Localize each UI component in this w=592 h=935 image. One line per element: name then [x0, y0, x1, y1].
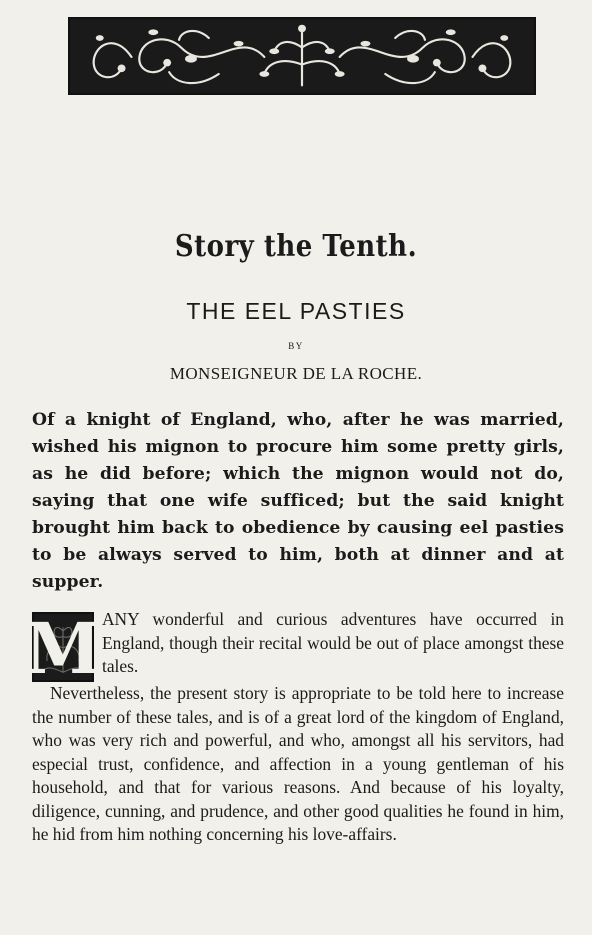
- drop-cap-letter: M: [24, 607, 102, 690]
- drop-cap: [24, 607, 102, 690]
- paragraph-1-text: ANY wonderful and curious adventures have occurred in England, though their recital would be out of place amongst these tales.: [102, 609, 564, 676]
- story-body: [24, 607, 564, 847]
- story-summary: Of a knight of England, who, after he was married, wished his mignon to procure him some pretty girls, as he did before; which the mignon would not do, saying that one wife sufficed; but the said knight brought him back to obedience by causing eel pasties to be always served to him, both at dinner and at supper.: [32, 410, 564, 592]
- paragraph-2: Nevertheless, the present story is appropriate to be told here to increase the number of these tales, and is of a great lord of the kingdom of England, who was very rich and powerful, and who, amongst all his servitors, had especial trust, confidence, and affection in a young gentleman of his household, and that for various reasons. And because of his loyalty, diligence, cunning, and prudence, and other good qualities he found in him, he hid from him nothing concerning his love-affairs.: [32, 683, 564, 844]
- ornamental-header-band: [68, 17, 536, 95]
- story-heading: Story the Tenth.: [174, 229, 418, 265]
- author-name: MONSEIGNEUR DE LA ROCHE.: [169, 364, 423, 383]
- floral-scroll-ornament-icon: [70, 19, 534, 93]
- tale-title: THE EEL PASTIES: [186, 298, 406, 324]
- by-label: BY: [288, 341, 304, 351]
- paragraph-1: [24, 607, 564, 690]
